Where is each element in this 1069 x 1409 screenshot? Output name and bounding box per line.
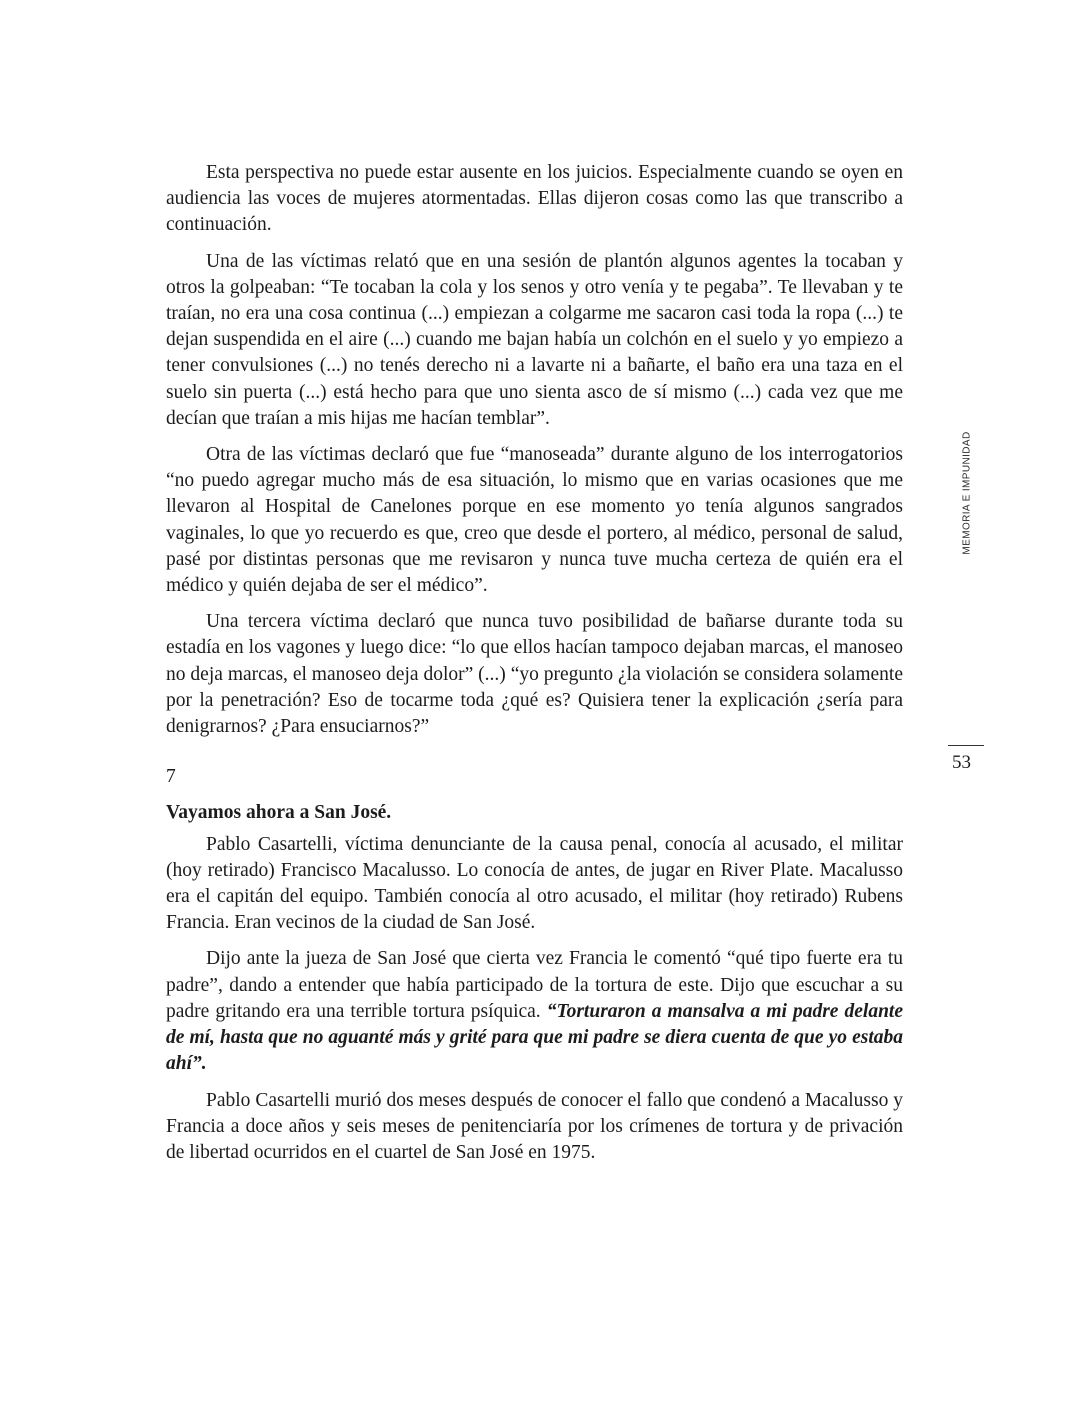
paragraph-3: Otra de las víctimas declaró que fue “manoseada” durante alguno de los interrogatorios “no puedo agregar mucho más de esa situación, lo mismo que en varias ocasiones que me llevaron al Hospital de Canelones porque en ese momento yo tenía algunos sangrados vaginales, lo que yo recuerdo es que, creo que desde el portero, al médico, personal de salud, pasé por distintas personas que me revisaron y nunca tuve mucha certeza de quién era el médico y quién dejaba de ser el médico”. [166,444,903,597]
running-title [958,418,976,568]
body-text [166,160,903,1176]
section-heading: Vayamos ahora a San José. [166,802,392,824]
paragraph-1: Esta perspectiva no puede estar ausente en los juicios. Especialmente cuando se oyen en audiencia las voces de mujeres atormentadas. Ellas dijeron cosas como las que transcribo a continuación. [166,162,903,236]
paragraph-5: Pablo Casartelli, víctima denunciante de la causa penal, conocía al acusado, el militar (hoy retirado) Francisco Macalusso. Lo conocía de antes, de jugar en River Plate. Macalusso era el capitán del equipo. También conocía al otro acusado, el militar (hoy retirado) Rubens Francia. Eran vecinos de la ciudad de San José. [166,833,903,934]
paragraph-2: Una de las víctimas relató que en una sesión de plantón algunos agentes la tocaban y otros la golpeaban: “Te tocaban la cola y los senos y otro venía y te pegaba”. Te llevaban y te traían, no era una cosa continua (...) empiezan a colgarme me sacaron casi toda la ropa (...) te dejan suspendida en el aire (...) cuando me bajan había un colchón en el suelo y yo empiezo a tener convulsiones (...) no tenés derecho ni a lavarte ni a bañarte, el baño era una taza en el suelo sin puerta (...) está hecho para que uno sienta asco de sí mismo (...) cada vez que me decían que traían a mis hijas me hacían temblar”. [166,250,903,429]
paragraph-6-text: Dijo ante la jueza de San José que cierta vez Francia le comentó “qué tipo fuerte era tu padre”, dando a entender que había participado de la tortura de este. Dijo que escuchar a su padre gritando era una terrible tortura psíquica. [166,948,903,1022]
emphasized-quote: “Torturaron a mansalva a mi padre delante de mí, hasta que no aguanté más y grité para que mi padre se diera cuenta de que yo estaba ahí”. [166,1000,903,1075]
running-title-text: MEMORIA E IMPUNIDAD [961,431,973,555]
paragraph-7: Pablo Casartelli murió dos meses después de conocer el fallo que condenó a Macalusso y Francia a doce años y seis meses de penitenciaría por los crímenes de tortura y de privación de libertad ocurridos en el cuartel de San José en 1975. [166,1089,903,1163]
page-number-rule [948,745,984,746]
section-number: 7 [166,766,176,788]
paragraph-6 [166,946,903,1077]
paragraph-4: Una tercera víctima declaró que nunca tuvo posibilidad de bañarse durante toda su estadía en los vagones y luego dice: “lo que ellos hacían tampoco dejaban marcas, el manoseo no deja marcas, el manoseo deja dolor” (...) “yo pregunto ¿la violación se considera solamente por la penetración? Eso de tocarme toda ¿qué es? Quisiera tener la explicación ¿sería para denigrarnos? ¿Para ensuciarnos?” [166,611,903,738]
page-number: 53 [952,752,971,773]
